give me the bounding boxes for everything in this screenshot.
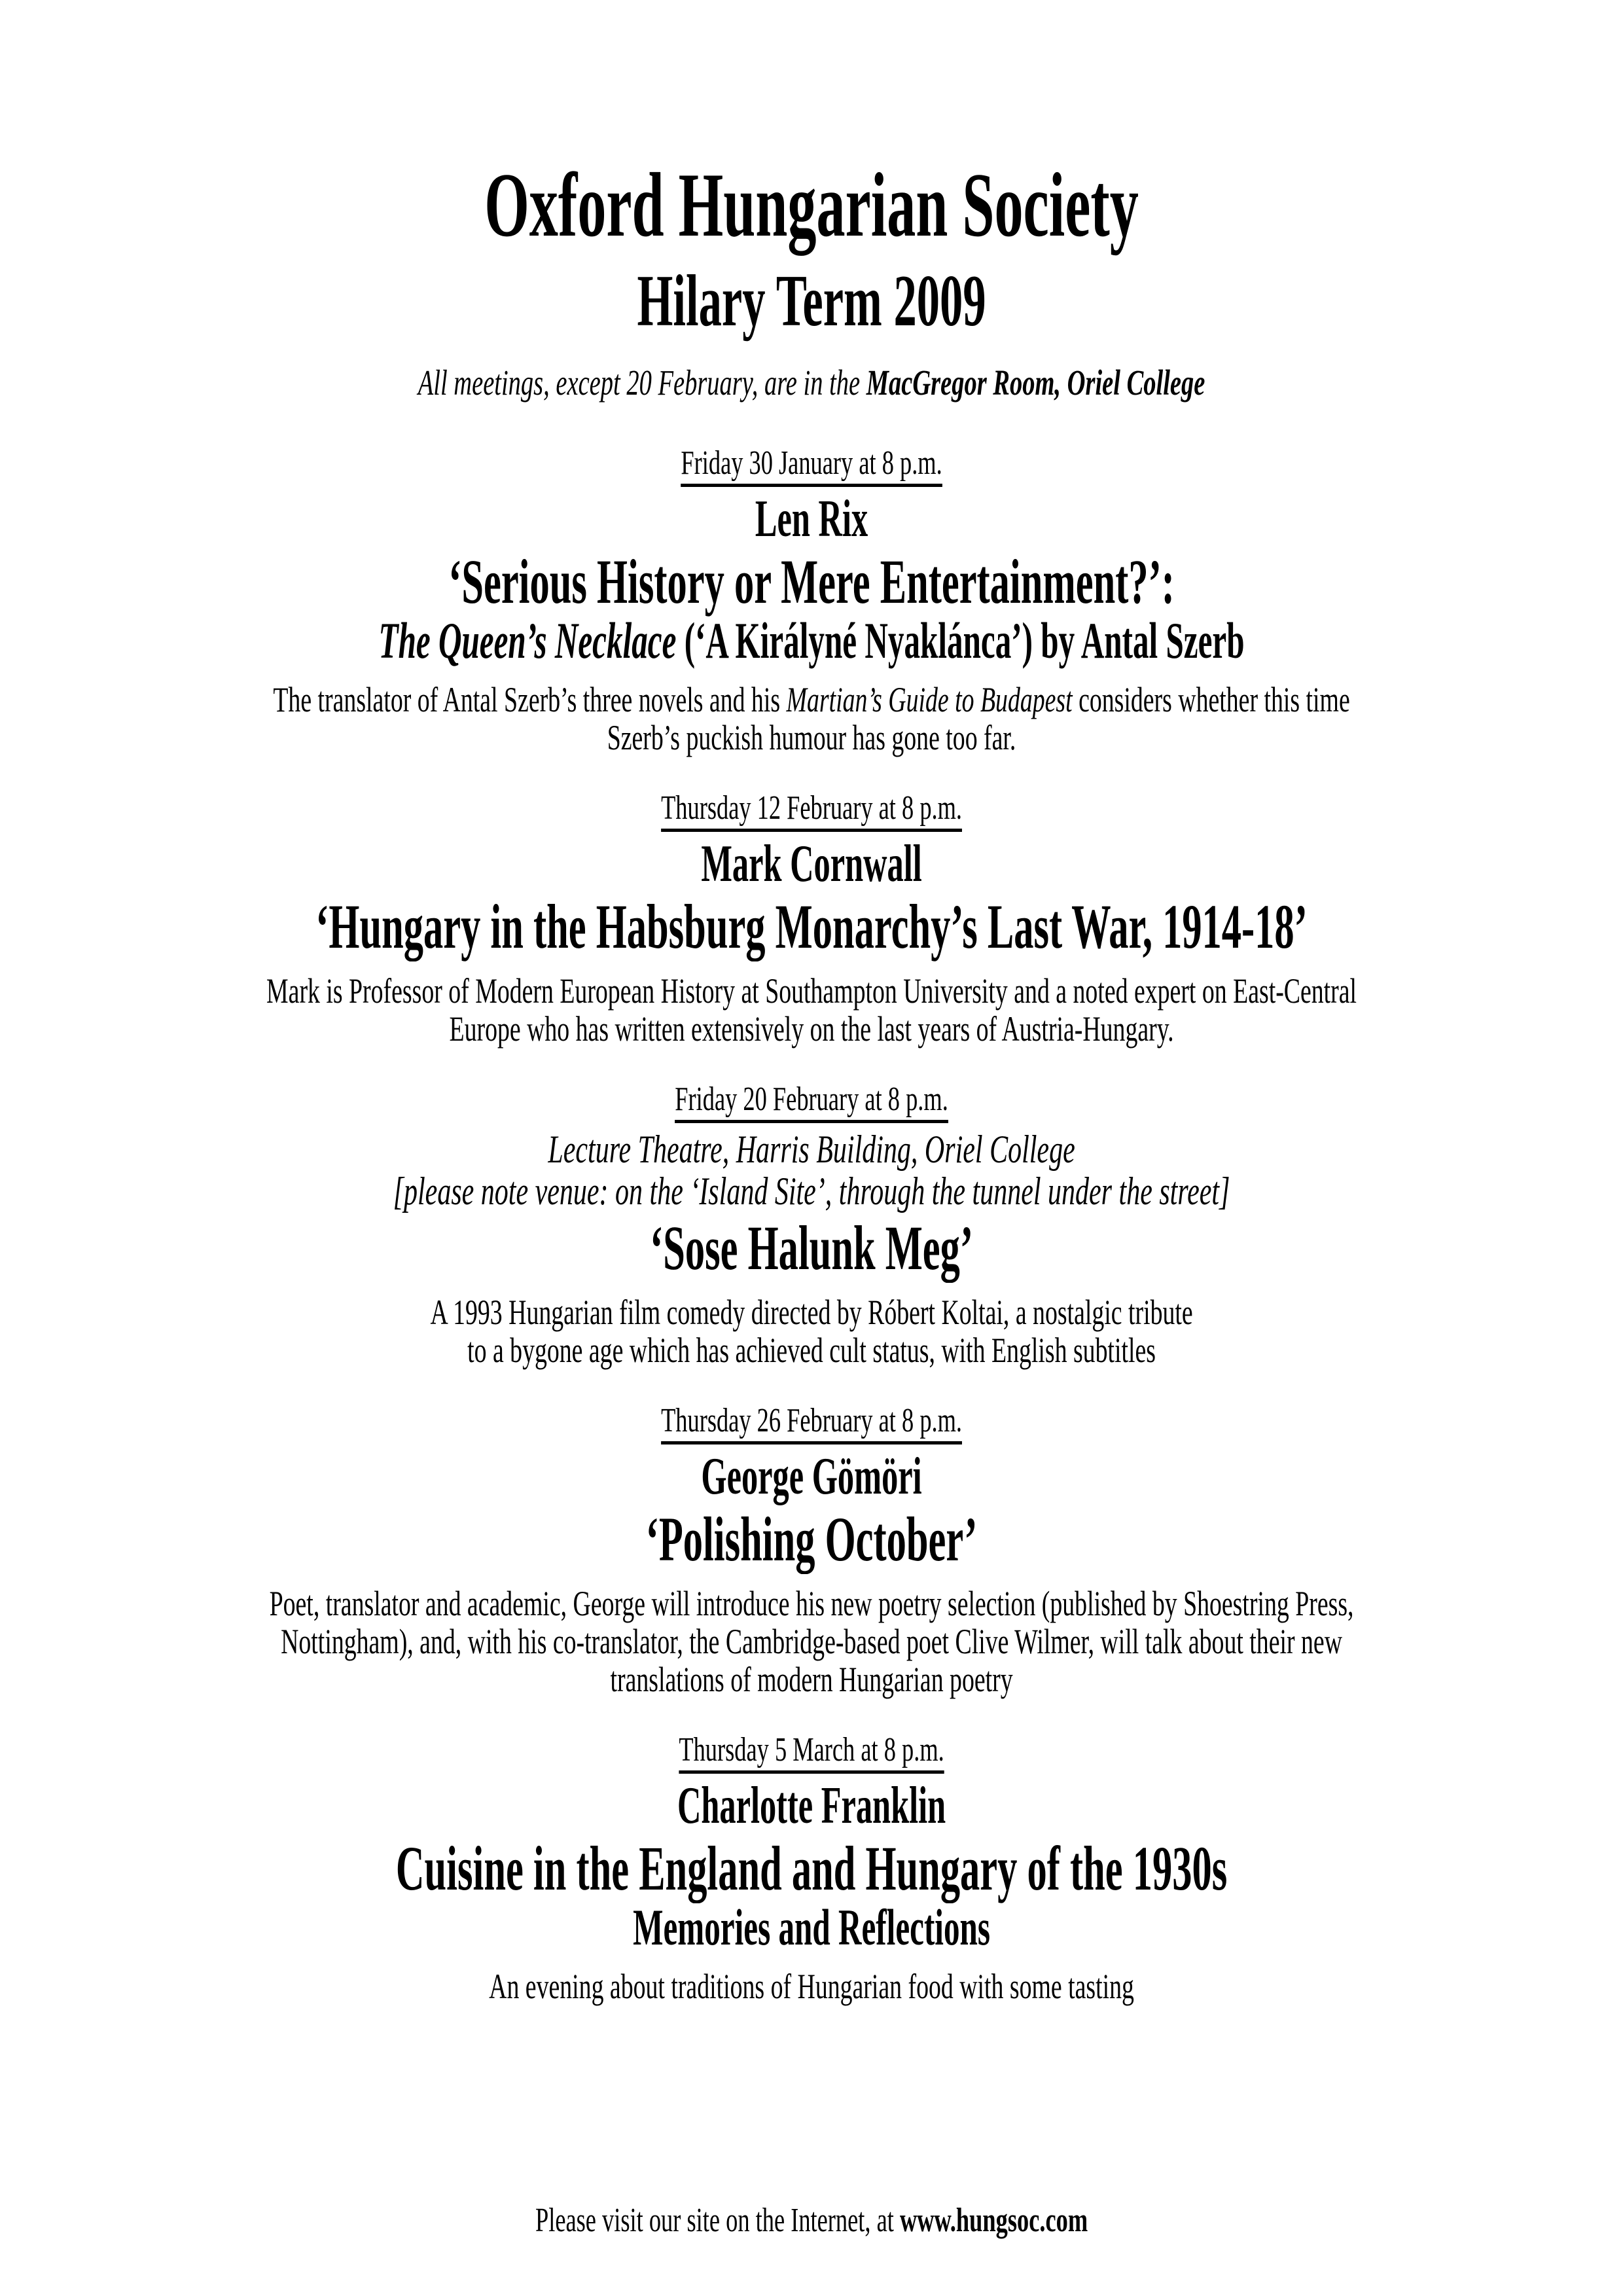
footer-note bbox=[0, 2202, 1623, 2239]
venue-line-line bbox=[0, 1128, 1623, 1170]
event-description-line bbox=[0, 1967, 1623, 2005]
event-description-line bbox=[0, 1585, 1623, 1623]
talk-title bbox=[81, 1213, 1542, 1283]
event-description-line bbox=[0, 719, 1623, 757]
talk-subtitle-line bbox=[81, 1901, 1542, 1954]
speaker-name bbox=[81, 492, 1542, 546]
event-block bbox=[0, 1081, 1623, 1369]
talk-subtitle-line bbox=[81, 614, 1542, 668]
text-run: All meetings, except 20 February, are in the bbox=[418, 363, 866, 403]
talk-title bbox=[81, 891, 1542, 961]
event-description bbox=[0, 1967, 1623, 2005]
event-date-text: Friday 30 January at 8 p.m. bbox=[681, 444, 942, 487]
text-run: George Gömöri bbox=[701, 1448, 922, 1505]
event-description-line bbox=[0, 1623, 1623, 1660]
event-description-line bbox=[0, 681, 1623, 719]
venue-line-line bbox=[0, 1170, 1623, 1212]
event-description-line bbox=[0, 972, 1623, 1010]
text-run: The translator of Antal Szerb’s three novels and his bbox=[273, 680, 787, 719]
text-run: Europe who has written extensively on the last years of Austria-Hungary. bbox=[449, 1009, 1174, 1049]
text-run: ‘Hungary in the Habsburg Monarchy’s Last War, 1914-18’ bbox=[315, 891, 1308, 961]
event-date bbox=[0, 1081, 1623, 1123]
text-run: considers whether this time bbox=[1072, 680, 1350, 719]
text-run: ‘Polishing October’ bbox=[645, 1504, 978, 1574]
text-run: Poet, translator and academic, George will introduce his new poetry selection (published by Shoestring Press, bbox=[269, 1584, 1354, 1623]
text-run: [please note venue: on the ‘Island Site’, through the tunnel under the street] bbox=[393, 1170, 1230, 1213]
event-block bbox=[0, 1402, 1623, 1698]
event-date-text: Friday 20 February at 8 p.m. bbox=[675, 1081, 948, 1123]
event-date bbox=[0, 1402, 1623, 1444]
text-run: ‘Serious History or Mere Entertainment?’: bbox=[448, 547, 1175, 617]
events-list bbox=[0, 444, 1623, 2005]
text-run: Lecture Theatre, Harris Building, Oriel College bbox=[548, 1128, 1075, 1171]
event-description bbox=[0, 681, 1623, 757]
speaker-name-line bbox=[81, 837, 1542, 891]
talk-title-line bbox=[81, 1833, 1542, 1903]
event-date-text: Thursday 5 March at 8 p.m. bbox=[679, 1731, 944, 1774]
talk-title bbox=[81, 547, 1542, 617]
event-description-line bbox=[0, 1010, 1623, 1048]
event-date bbox=[0, 789, 1623, 832]
talk-title-line bbox=[81, 1213, 1542, 1283]
event-date-text: Thursday 12 February at 8 p.m. bbox=[661, 789, 962, 832]
event-description-line bbox=[0, 1331, 1623, 1369]
text-run: Szerb’s puckish humour has gone too far. bbox=[607, 718, 1016, 757]
text-run: The Queen’s Necklace bbox=[378, 612, 677, 669]
venue-line bbox=[0, 1128, 1623, 1170]
text-run: Please visit our site on the Internet, at bbox=[535, 2202, 900, 2239]
text-run: ‘Sose Halunk Meg’ bbox=[650, 1213, 974, 1283]
speaker-name bbox=[81, 1779, 1542, 1833]
page-subtitle: Hilary Term 2009 bbox=[637, 260, 986, 342]
speaker-name-line bbox=[81, 1450, 1542, 1503]
talk-subtitle bbox=[81, 1901, 1542, 1954]
event-block bbox=[0, 789, 1623, 1048]
event-description-line bbox=[0, 1660, 1623, 1698]
event-date bbox=[0, 1731, 1623, 1774]
text-run: (‘A Királyné Nyaklánca’) by Antal Szerb bbox=[676, 612, 1245, 669]
text-run: MacGregor Room, Oriel College bbox=[866, 363, 1205, 403]
text-run: An evening about traditions of Hungarian food with some tasting bbox=[489, 1967, 1134, 2006]
text-run: Mark is Professor of Modern European History at Southampton University and a noted expert on East-Central bbox=[266, 971, 1357, 1011]
text-run: A 1993 Hungarian film comedy directed by Róbert Koltai, a nostalgic tribute bbox=[430, 1293, 1193, 1332]
event-block bbox=[0, 444, 1623, 757]
text-run: Len Rix bbox=[755, 490, 868, 548]
talk-title-line bbox=[81, 547, 1542, 617]
event-description-line bbox=[0, 1293, 1623, 1331]
event-description bbox=[0, 1585, 1623, 1698]
page-title: Oxford Hungarian Society bbox=[484, 154, 1139, 256]
text-run: Charlotte Franklin bbox=[677, 1777, 946, 1835]
talk-title bbox=[81, 1833, 1542, 1903]
event-date bbox=[0, 444, 1623, 487]
event-block bbox=[0, 1731, 1623, 2005]
text-run: Cuisine in the England and Hungary of the 1930s bbox=[395, 1833, 1228, 1903]
text-run: to a bygone age which has achieved cult status, with English subtitles bbox=[467, 1331, 1156, 1370]
speaker-name-line bbox=[81, 492, 1542, 546]
text-run: Mark Cornwall bbox=[701, 835, 922, 893]
text-run: Memories and Reflections bbox=[633, 1899, 990, 1956]
event-description bbox=[0, 1293, 1623, 1369]
speaker-name bbox=[81, 837, 1542, 891]
speaker-name-line bbox=[81, 1779, 1542, 1833]
text-run: translations of modern Hungarian poetry bbox=[610, 1660, 1013, 1699]
event-date-text: Thursday 26 February at 8 p.m. bbox=[661, 1402, 962, 1444]
talk-subtitle bbox=[81, 614, 1542, 668]
talk-title bbox=[81, 1504, 1542, 1574]
venue-note bbox=[0, 363, 1623, 403]
venue-line bbox=[0, 1170, 1623, 1212]
event-description bbox=[0, 972, 1623, 1048]
speaker-name bbox=[81, 1450, 1542, 1503]
text-run: Nottingham), and, with his co-translator, the Cambridge-based poet Clive Wilmer, will talk about their new bbox=[281, 1622, 1342, 1661]
text-run: Martian’s Guide to Budapest bbox=[786, 680, 1073, 719]
talk-title-line bbox=[81, 1504, 1542, 1574]
talk-title-line bbox=[81, 891, 1542, 961]
text-run: www.hungsoc.com bbox=[899, 2202, 1088, 2239]
